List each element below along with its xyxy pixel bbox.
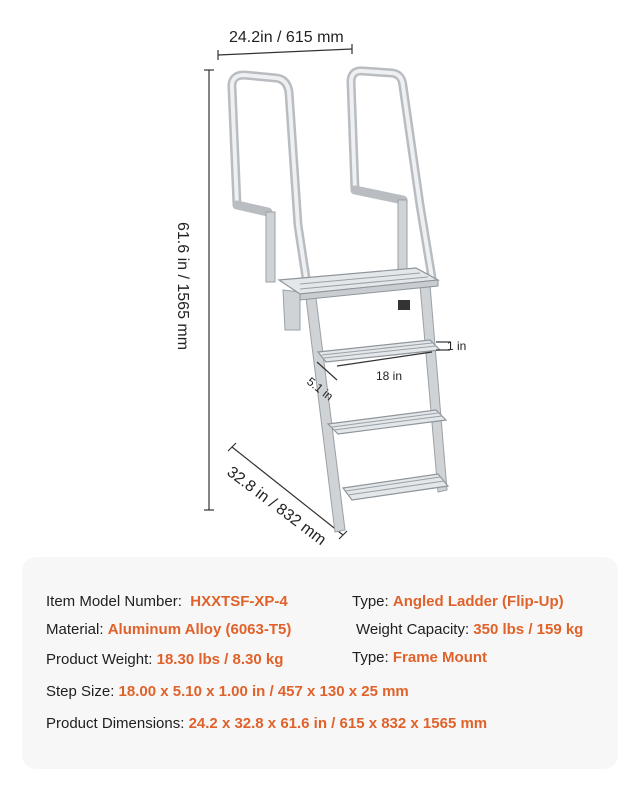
right-handrail: [351, 71, 432, 278]
spec-weight: [46, 651, 283, 669]
spec-weight-value: 18.30 lbs / 8.30 kg: [156, 651, 284, 668]
spec-type-1: [352, 593, 564, 611]
spec-capacity-label: Weight Capacity:: [356, 621, 470, 638]
spec-card: [22, 557, 618, 769]
spec-type-2-label: Type:: [352, 649, 389, 666]
spec-dimensions-value: 24.2 x 32.8 x 61.6 in / 615 x 832 x 1565 mm: [188, 715, 488, 732]
height-label: 61.6 in / 1565 mm: [174, 222, 191, 351]
spec-dimensions: [46, 715, 487, 733]
spec-step-size-label: Step Size:: [46, 683, 115, 700]
spec-model-value: HXXTSF-XP-4: [190, 593, 288, 610]
spec-capacity: [356, 621, 583, 639]
width-label: 24.2in / 615 mm: [229, 29, 344, 46]
spec-model: [46, 593, 288, 611]
spec-step-size: [46, 683, 409, 701]
step-thickness-label: 1 in: [447, 339, 467, 353]
spec-material: [46, 621, 291, 639]
depth-label: 32.8 in / 832 mm: [223, 463, 329, 549]
spec-capacity-value: 350 lbs / 159 kg: [473, 621, 584, 638]
step-2: [328, 410, 446, 434]
spec-model-label: Item Model Number:: [46, 593, 182, 610]
step-depth-label: 5.1 in: [304, 374, 336, 404]
spec-type-1-label: Type:: [352, 593, 389, 610]
spec-material-value: Aluminum Alloy (6063-T5): [107, 621, 292, 638]
spec-weight-label: Product Weight:: [46, 651, 153, 668]
step-width-label: 18 in: [376, 369, 403, 383]
step-1: [318, 340, 440, 362]
spec-dimensions-label: Product Dimensions:: [46, 715, 185, 732]
spec-type-2: [352, 649, 487, 667]
step-3: [343, 474, 448, 500]
height-dimension: [204, 70, 214, 510]
spec-type-2-value: Frame Mount: [392, 649, 488, 666]
spec-step-size-value: 18.00 x 5.10 x 1.00 in / 457 x 130 x 25 mm: [118, 683, 409, 700]
left-handrail: [232, 75, 306, 282]
spec-type-1-value: Angled Ladder (Flip-Up): [392, 593, 564, 610]
spec-material-label: Material:: [46, 621, 104, 638]
width-dimension: [218, 44, 352, 60]
